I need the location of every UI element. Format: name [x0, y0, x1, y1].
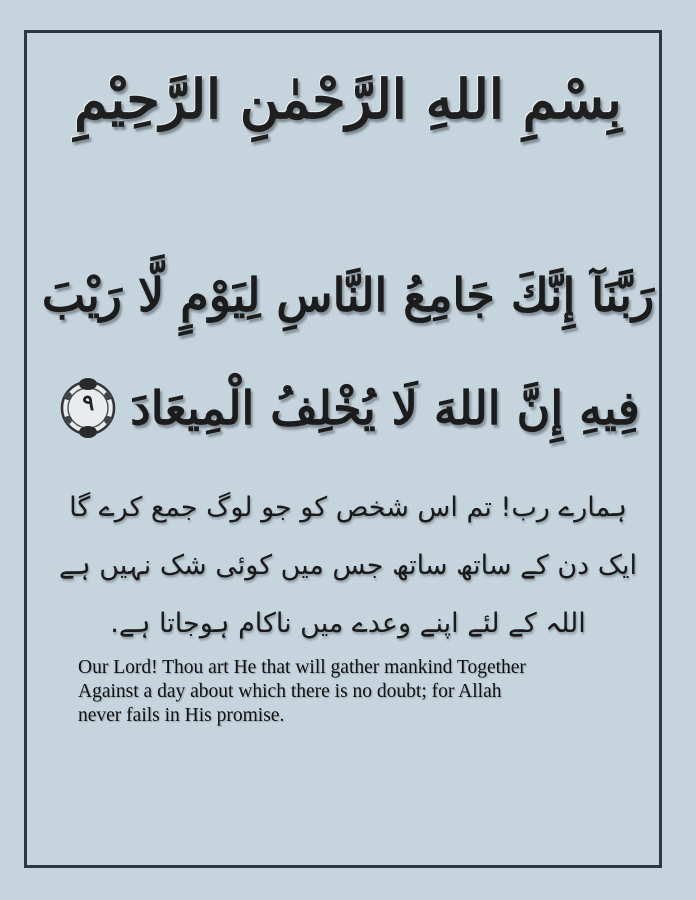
english-translation-line-1: Our Lord! Thou art He that will gather mankind Together [78, 657, 526, 678]
ayah-end-marker-icon [56, 376, 120, 440]
verse-line-2-row [0, 376, 696, 440]
page-border [24, 30, 662, 868]
urdu-translation-line-1: ہمارے رب! تم اس شخص کو جو لوگ جمع کرے گا [69, 492, 627, 523]
ayah-number: ٩ [82, 390, 95, 416]
basmala-calligraphy: بِسْمِ اللهِ الرَّحْمٰنِ الرَّحِيْمِ [74, 67, 622, 131]
english-translation-line-2: Against a day about which there is no doubt; for Allah [78, 681, 502, 702]
verse-line-1: رَبَّنَآ إِنَّكَ جَامِعُ النَّاسِ لِيَوْمٍ لَّا رَيْبَ [41, 268, 655, 322]
urdu-translation-line-3: اللہ کے لئے اپنے وعدے میں ناکام ہوجاتا ہے. [110, 608, 586, 639]
english-translation [78, 656, 638, 728]
english-translation-line-3: never fails in His promise. [78, 705, 285, 726]
verse-line-2: فِيهِ إِنَّ اللهَ لَا يُخْلِفُ الْمِيعَادَ [130, 381, 640, 435]
urdu-translation-line-2: ایک دن کے ساتھ ساتھ جس میں کوئی شک نہیں ہے [59, 550, 637, 581]
